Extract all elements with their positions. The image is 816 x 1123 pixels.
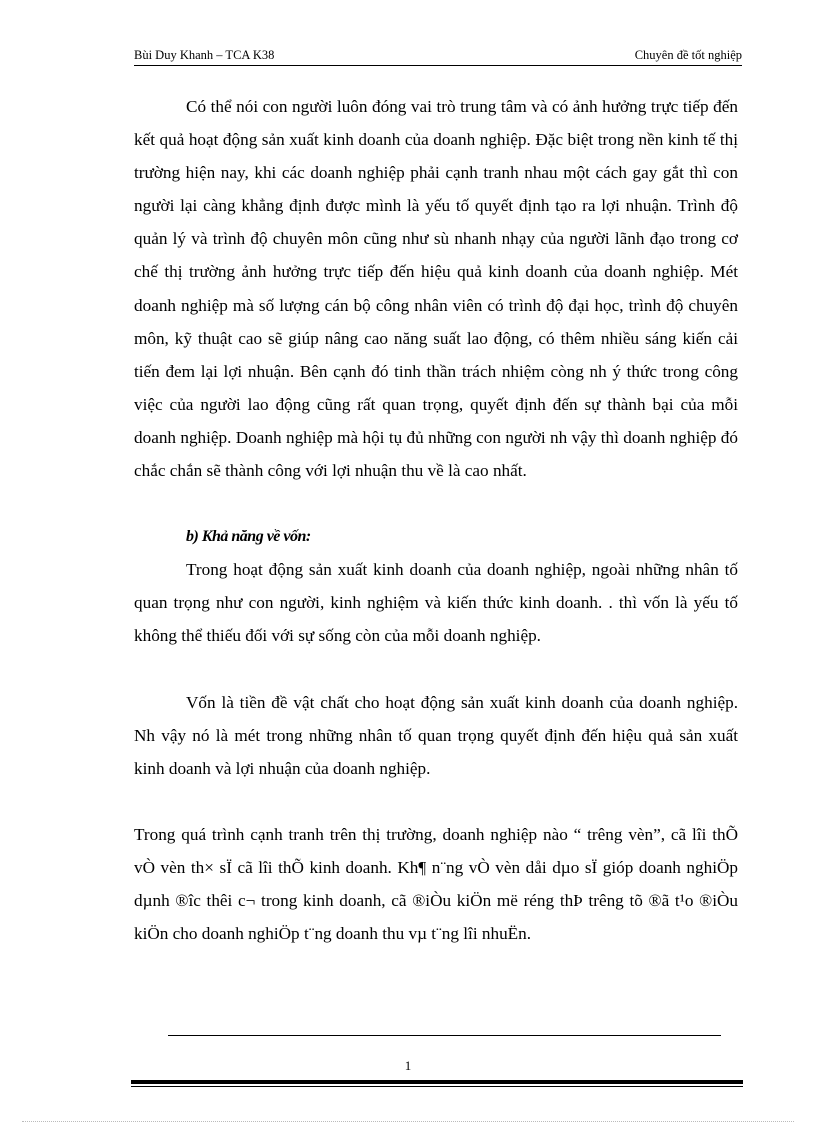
- footer-thick-rule: [131, 1080, 743, 1084]
- running-header: [134, 48, 742, 66]
- document-body: [134, 90, 738, 950]
- page-bottom-dotted-edge: [22, 1121, 794, 1122]
- page-number: 1: [404, 1058, 412, 1073]
- header-divider: [134, 65, 742, 66]
- paragraph-capital-competition: Trong quá trình cạnh tranh trên thị trường, doanh nghiệp nào “ trêng vèn”, cã lîi thÕ vÒ vèn th× sÏ cã lîi thÕ kinh doanh. Kh¶ n¨ng vÒ vèn dåi dµo sÏ gióp doanh nghiÖp dµnh ®îc thêi c¬ trong kinh doanh, cã ®iÒu kiÖn më réng thÞ trêng tõ ®ã t¹o ®iÒu kiÖn cho doanh nghiÖp t¨ng doanh thu vµ t¨ng lîi nhuËn.: [134, 824, 738, 944]
- header-title: Chuyên đề tốt nghiệp: [634, 48, 742, 62]
- paragraph-gap: [134, 785, 738, 818]
- section-subheading: b) Khả năng về vốn:: [186, 528, 311, 546]
- footer-thin-rule: [131, 1086, 743, 1087]
- paragraph-capital-intro: Trong hoạt động sản xuất kinh doanh của doanh nghiệp, ngoài những nhân tố quan trọng như con người, kinh nghiệm và kiến thức kinh doanh. . thì vốn là yếu tố không thể thiếu đối với sự sống còn của mỗi doanh nghiệp.: [134, 560, 738, 646]
- paragraph-capital-premise: Vốn là tiền đề vật chất cho hoạt động sản xuất kinh doanh của doanh nghiệp. Nh vậy nó là mét trong những nhân tố quan trọng quyết định đến hiệu quả sản xuất kinh doanh và lợi nhuận của doanh nghiệp.: [134, 692, 738, 778]
- paragraph-gap: [134, 653, 738, 686]
- paragraph-human-factor: Có thể nói con người luôn đóng vai trò trung tâm và có ảnh hưởng trực tiếp đến kết quả hoạt động sản xuất kinh doanh của doanh nghiệp. Đặc biệt trong nền kinh tế thị trường hiện nay, khi các doanh nghiệp phải cạnh tranh nhau một cách gay gắt thì con người lại càng khẳng định được mình là yếu tố quyết định tạo ra lợi nhuận. Trình độ quản lý và trình độ chuyên môn cũng như sù nhanh nhạy của người lãnh đạo trong cơ chế thị trường ảnh hưởng trực tiếp đến hiệu quả kinh doanh của doanh nghiệp. Mét doanh nghiệp mà số lượng cán bộ công nhân viên có trình độ đại học, trình độ chuyên môn, kỹ thuật cao sẽ giúp nâng cao năng suất lao động, có thêm nhiều sáng kiến cải tiến đem lại lợi nhuận. Bên cạnh đó tinh thần trách nhiệm còng nh ý thức trong công việc của người lao động cũng rất quan trọng, quyết định đến sự thành bại của mỗi doanh nghiệp. Doanh nghiệp mà hội tụ đủ những con người nh vậy thì doanh nghiệp đó chắc chắn sẽ thành công với lợi nhuận thu về là cao nhất.: [134, 97, 738, 481]
- paragraph-gap: [134, 487, 738, 520]
- footer-divider: [168, 1035, 721, 1036]
- header-author: Bùi Duy Khanh – TCA K38: [134, 48, 275, 62]
